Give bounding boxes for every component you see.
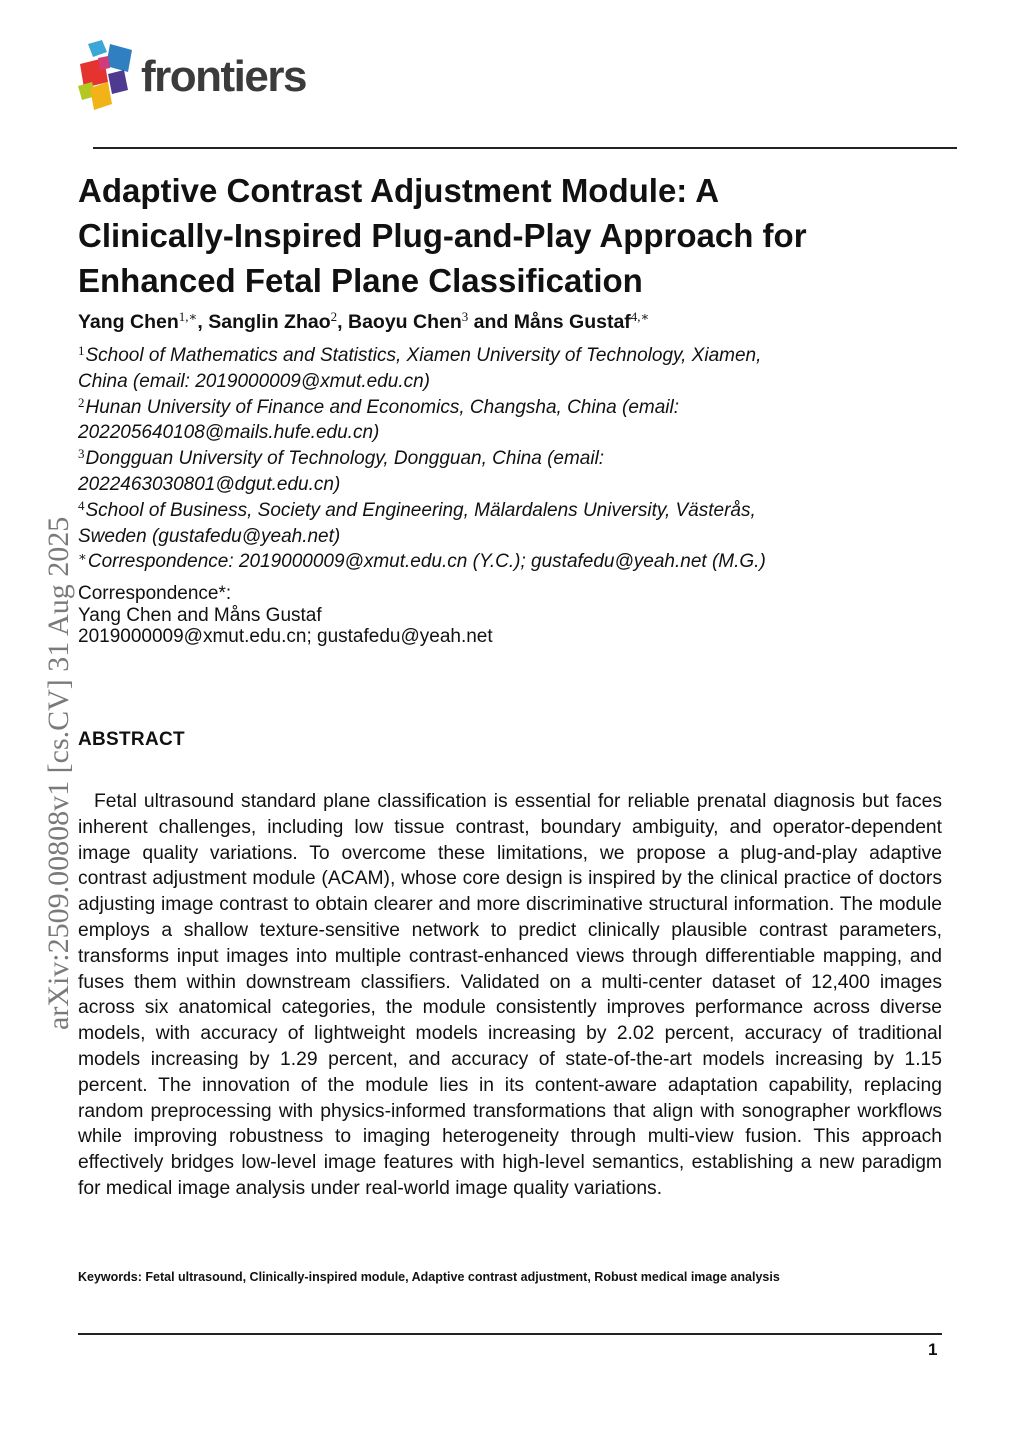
- affiliation-text: School of Business, Society and Engineering, Mälardalens University, Västerås,: [85, 499, 756, 521]
- author-affiliation-marker: 2: [330, 309, 338, 324]
- affiliation-line: [78, 498, 958, 524]
- affiliation-line: Sweden (gustafedu@yeah.net): [78, 525, 341, 547]
- affiliation-marker: 4: [78, 497, 85, 513]
- title-line: Clinically-Inspired Plug-and-Play Approach for: [78, 217, 807, 254]
- correspondence-names: Yang Chen and Måns Gustaf: [78, 604, 322, 626]
- affiliation-text: Correspondence: 2019000009@xmut.edu.cn (Y.C.); gustafedu@yeah.net (M.G.): [87, 551, 766, 573]
- correspondence-emails: 2019000009@xmut.edu.cn; gustafedu@yeah.net: [78, 626, 493, 647]
- affiliation-line: [78, 549, 958, 575]
- paper-title: [78, 168, 978, 303]
- author-separator: ,: [197, 311, 209, 333]
- author-name: Baoyu Chen: [347, 311, 462, 333]
- affiliation-line: [78, 446, 958, 472]
- author-affiliation-marker: 3: [461, 309, 469, 324]
- affiliation-marker: ∗: [78, 549, 87, 565]
- author-list: [78, 311, 649, 334]
- affiliation-line: [78, 395, 958, 421]
- affiliation-text: School of Mathematics and Statistics, Xiamen University of Technology, Xiamen,: [85, 345, 762, 366]
- title-line: Enhanced Fetal Plane Classification: [78, 262, 643, 299]
- title-line: Adaptive Contrast Adjustment Module: A: [78, 172, 720, 209]
- abstract-body: Fetal ultrasound standard plane classification is essential for reliable prenatal diagnosis but faces inherent challenges, including low tissue contrast, boundary ambiguity, and operator-dependent image quality variations. To overcome these limitations, we propose a plug-and-play adaptive contrast adjustment module (ACAM), whose core design is inspired by the clinical practice of doctors adjusting image contrast to obtain clearer and more discriminative structural information. The module employs a shallow texture-sensitive network to predict clinically plausible contrast parameters, transforms input images into multiple contrast-enhanced views through differentiable mapping, and fuses them within downstream classifiers. Validated on a multi-center dataset of 12,400 images across six anatomical categories, the module consistently improves performance across diverse models, with accuracy of lightweight models increasing by 2.02 percent, accuracy of traditional models increasing by 1.29 percent, and accuracy of state-of-the-art models increasing by 1.15 percent. The innovation of the module lies in its content-aware adaptation capability, replacing random preprocessing with physics-informed transformations that align with sonographer workflows while improving robustness to imaging heterogeneity through multi-view fusion. This approach effectively bridges low-level image features with high-level semantics, establishing a new paradigm for medical image analysis under real-world image quality variations.: [78, 791, 942, 1199]
- footer-divider: [78, 1333, 942, 1335]
- author-name: Sanglin Zhao: [208, 311, 331, 333]
- author-name: Yang Chen: [78, 311, 179, 333]
- abstract-heading: ABSTRACT: [78, 729, 185, 750]
- arxiv-identifier: arXiv:2509.00808v1 [cs.CV] 31 Aug 2025: [42, 516, 75, 1030]
- affiliation-text: Hunan University of Finance and Economics, Changsha, China (email:: [85, 396, 680, 418]
- affiliation-marker: 1: [78, 343, 85, 358]
- affiliation-text: Dongguan University of Technology, Dongguan, China (email:: [85, 448, 605, 470]
- author-name: Måns Gustaf: [513, 311, 631, 333]
- author-affiliation-marker: 1,∗: [178, 309, 198, 324]
- keywords: Keywords: Fetal ultrasound, Clinically-inspired module, Adaptive contrast adjustment, Robust medical image analysis: [78, 1270, 780, 1284]
- affiliation-line: 2022463030801@dgut.edu.cn): [78, 473, 341, 495]
- affiliation-line: [78, 343, 958, 369]
- brand-wordmark: frontiers: [141, 52, 306, 101]
- page-number: 1: [928, 1340, 938, 1359]
- affiliation-marker: 2: [78, 394, 85, 410]
- affiliation-marker: 3: [78, 446, 85, 462]
- author-affiliation-marker: 4,∗: [630, 309, 650, 324]
- affiliation-line: China (email: 2019000009@xmut.edu.cn): [78, 370, 430, 392]
- author-separator: and: [468, 311, 514, 333]
- correspondence-label: Correspondence*:: [78, 583, 232, 604]
- correspondence-block: [78, 583, 493, 648]
- affiliation-line: 202205640108@mails.hufe.edu.cn): [78, 422, 380, 444]
- top-divider: [93, 147, 957, 149]
- author-separator: ,: [337, 311, 348, 333]
- affiliation-list: [78, 343, 958, 575]
